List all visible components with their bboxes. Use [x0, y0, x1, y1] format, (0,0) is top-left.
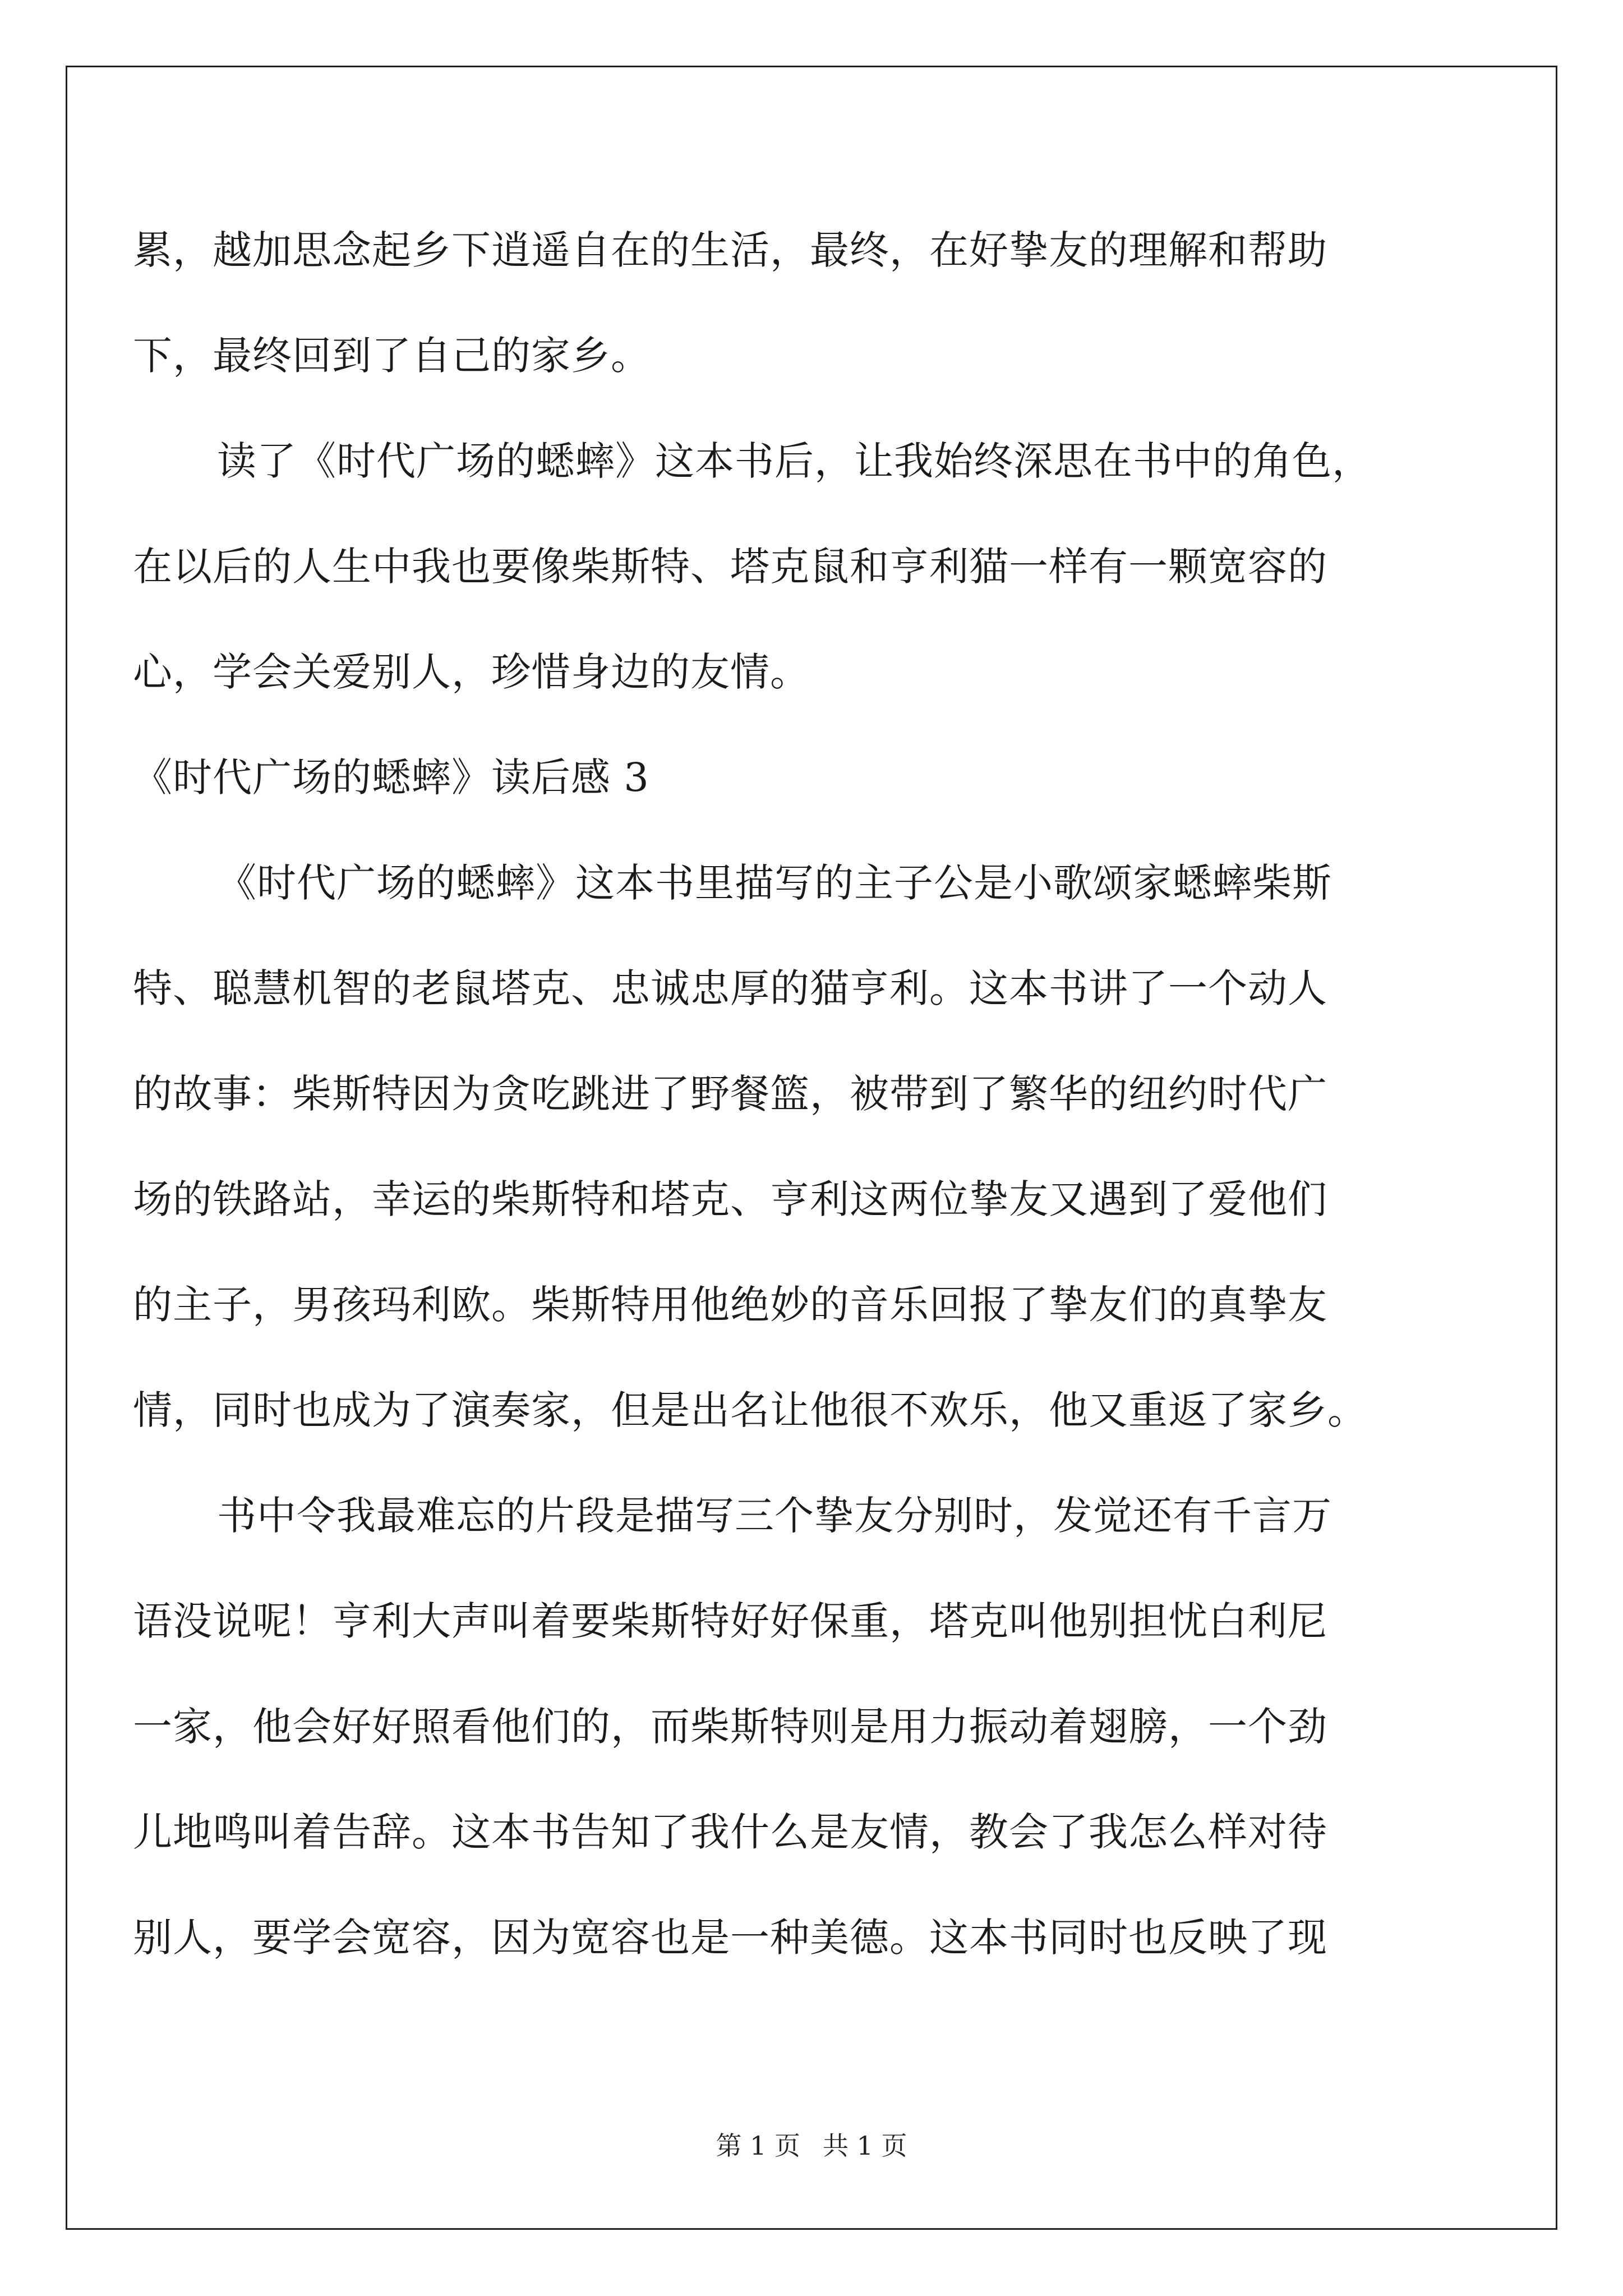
- paragraph-start: 书中令我最难忘的片段是描写三个挚友分别时，发觉还有千言万: [217, 1493, 1332, 1539]
- section-heading: 《时代广场的蟋蟀》读后感 3: [133, 754, 649, 800]
- body-line: 情，同时也成为了演奏家，但是出名让他很不欢乐，他又重返了家乡。: [133, 1387, 1367, 1433]
- body-line: 下，最终回到了自己的家乡。: [133, 333, 651, 379]
- document-body: [133, 197, 1490, 1990]
- page-footer: [0, 2129, 1623, 2162]
- body-line: 一家，他会好好照看他们的，而柴斯特则是用力振动着翅膀，一个劲: [133, 1704, 1327, 1750]
- body-line: 在以后的人生中我也要像柴斯特、塔克鼠和亨利猫一样有一颗宽容的: [133, 544, 1327, 590]
- body-line: 场的铁路站，幸运的柴斯特和塔克、亨利这两位挚友又遇到了爱他们: [133, 1176, 1327, 1222]
- body-line: 的主子，男孩玛利欧。柴斯特用他绝妙的音乐回报了挚友们的真挚友: [133, 1282, 1327, 1328]
- body-line: 的故事：柴斯特因为贪吃跳进了野餐篮，被带到了繁华的纽约时代广: [133, 1071, 1327, 1117]
- body-line: 累，越加思念起乡下逍遥自在的生活，最终，在好挚友的理解和帮助: [133, 227, 1327, 273]
- body-line: 别人，要学会宽容，因为宽容也是一种美德。这本书同时也反映了现: [133, 1915, 1327, 1961]
- body-line: 儿地鸣叫着告辞。这本书告知了我什么是友情，教会了我怎么样对待: [133, 1809, 1327, 1855]
- page-total: 共 1 页: [823, 2131, 907, 2161]
- paragraph-start: 读了《时代广场的蟋蟀》这本书后，让我始终深思在书中的角色，: [217, 438, 1372, 484]
- paragraph-start: 《时代广场的蟋蟀》这本书里描写的主子公是小歌颂家蟋蟀柴斯: [217, 860, 1332, 906]
- body-line: 特、聪慧机智的老鼠塔克、忠诚忠厚的猫亨利。这本书讲了一个动人: [133, 965, 1327, 1011]
- body-line: 心，学会关爱别人，珍惜身边的友情。: [133, 649, 810, 695]
- page-number: 第 1 页: [716, 2131, 800, 2161]
- body-line: 语没说呢！亨利大声叫着要柴斯特好好保重，塔克叫他别担忧白利尼: [133, 1598, 1327, 1644]
